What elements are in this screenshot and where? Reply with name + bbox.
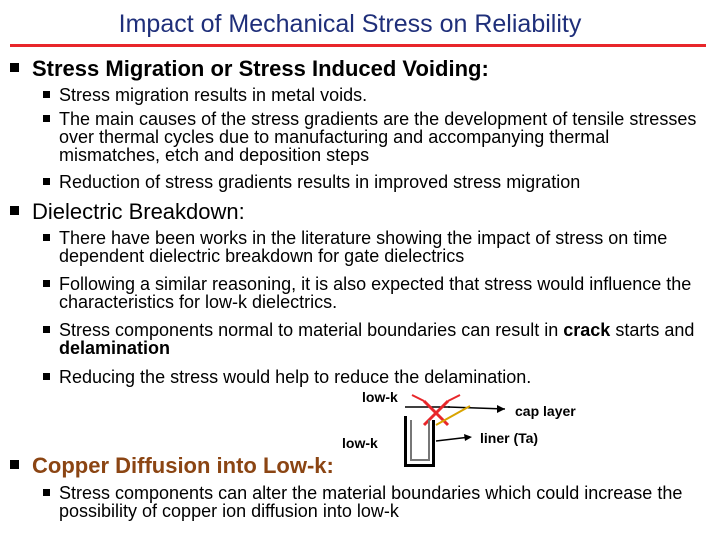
cap-layer-line-right [448, 407, 505, 409]
crack-term: crack [563, 320, 611, 340]
trench-floor [404, 464, 434, 467]
cap-layer-label: cap layer [515, 403, 576, 419]
heading-stress-migration: Stress Migration or Stress Induced Voiding: [10, 56, 489, 82]
stress-arrow-right [448, 395, 460, 401]
bullet-sm-1: Stress migration results in metal voids. [43, 86, 713, 104]
bullet-square-icon [10, 460, 19, 469]
bullet-db-2: Following a similar reasoning, it is also expected that stress would influence the characteristics for low-k dielectrics. [43, 275, 713, 311]
liner-layer-bottom [410, 459, 430, 461]
bullet-sm-2: The main causes of the stress gradients are the development of tensile stresses over thermal cycles due to manufacturing and accompanying thermal mismatches, etch and deposition steps [43, 110, 713, 164]
bullet-db-4: Reducing the stress would help to reduce the delamination. [43, 368, 713, 386]
cap-layer-arrowhead [497, 405, 505, 413]
trench-wall-right [432, 420, 435, 467]
lowk-top-label: low-k [362, 389, 398, 405]
liner-arrowhead [464, 434, 472, 441]
liner-layer-right [428, 420, 430, 460]
bullet-sm-3: Reduction of stress gradients results in improved stress migration [43, 173, 713, 191]
lowk-bottom-label: low-k [342, 435, 378, 451]
heading-copper-diffusion: Copper Diffusion into Low-k: [10, 453, 334, 479]
bullet-db-1: There have been works in the literature showing the impact of stress on time dependent dielectric breakdown for gate dielectrics [43, 229, 713, 265]
liner-layer-left [410, 420, 412, 460]
stress-arrow-left [412, 395, 424, 401]
slide-title: Impact of Mechanical Stress on Reliability [118, 10, 582, 38]
heading-dielectric-breakdown: Dielectric Breakdown: [10, 199, 245, 225]
trench-wall-left [404, 416, 407, 466]
bullet-square-icon [43, 489, 50, 496]
liner-label: liner (Ta) [480, 430, 539, 446]
bullet-cu-1: Stress components can alter the material boundaries which could increase the possibility of copper ion diffusion into low-k [43, 484, 713, 520]
delamination-term: delamination [59, 338, 171, 358]
bullet-db-3: Stress components normal to material boundaries can result in crack starts and delamination [43, 321, 713, 357]
